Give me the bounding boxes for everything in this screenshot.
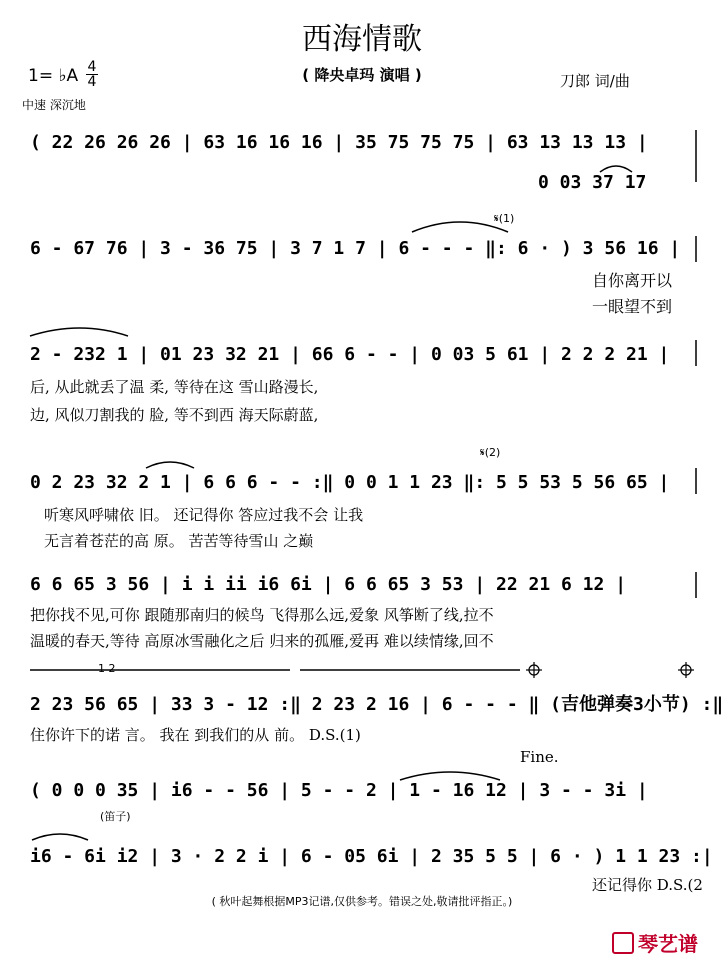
lyricist-composer: 刀郎 词/曲 [560, 72, 630, 90]
key-signature: 1= ♭A [28, 66, 79, 86]
song-title: 西海情歌 [302, 22, 422, 57]
time-bottom: 4 [87, 74, 97, 90]
score-row-5-lyrics-1: 把你找不见,可你 跟随那南归的候鸟 飞得那么远,爱象 风筝断了线,拉不 [30, 606, 494, 624]
slur [400, 772, 500, 780]
slur [600, 166, 632, 172]
score-row-1-notes: ( 22 26 26 26 | 63 16 16 16 | 35 75 75 75 | 63 13 13 13 | [30, 132, 648, 153]
score-row-3-notes: 2 - 232 1 | 01 23 32 21 | 66 6 - - | 0 03 5 61 | 2 2 2 21 | [30, 344, 670, 365]
slur [146, 462, 194, 468]
score-row-4-notes: 0 2 23 32 2 1 | 6 6 6 - - :‖ 0 0 1 1 23 ‖: 5 5 53 5 56 65 | [30, 472, 670, 493]
flute-label: (笛子) [100, 810, 131, 823]
time-top: 4 [87, 59, 97, 75]
score-row-3-lyrics-1: 后, 从此就丢了温 柔, 等待在这 雪山路漫长, [30, 378, 319, 396]
slur [32, 834, 88, 840]
score-row-6-notes: 2 23 56 65 | 33 3 - 12 :‖ 2 23 2 16 | 6 - - - ‖ (吉他弹奏3小节) :‖ [30, 694, 724, 715]
site-logo [612, 928, 698, 957]
segno-2: 𝄋(2) [480, 446, 501, 459]
logo-icon [612, 932, 634, 954]
score-row-6-lyrics-2: Fine. [520, 748, 559, 766]
score-row-2-lyrics-2: 一眼望不到 [592, 297, 673, 316]
score-row-4-lyrics-2: 无言着苍茫的高 原。 苦苦等待雪山 之巅 [44, 532, 314, 550]
score-row-3-lyrics-2: 边, 风似刀割我的 脸, 等不到西 海天际蔚蓝, [30, 406, 319, 424]
score-row-2-lyrics-1: 自你离开以 [592, 271, 673, 290]
segno-1: 𝄋(1) [494, 212, 515, 225]
score-row-8-lyrics-1: 还记得你 D.S.(2 [592, 876, 703, 894]
volta-labels: 1 2 [98, 662, 116, 675]
score-row-7-notes: ( 0 0 0 35 | i6 - - 56 | 5 - - 2 | 1 - 16 12 | 3 - - 3i | [30, 780, 648, 801]
transcriber-note: ( 秋叶起舞根据MP3记谱,仅供参考。错误之处,敬请批评指正。) [211, 895, 513, 908]
score-row-6-lyrics-1: 住你许下的诺 言。 我在 到我们的从 前。 D.S.(1) [30, 726, 361, 744]
tempo-marking: 中速 深沉地 [22, 98, 86, 112]
slur [30, 328, 128, 336]
score-row-2-notes: 6 - 67 76 | 3 - 36 75 | 3 7 1 7 | 6 - - - ‖: 6 · ) 3 56 16 | [30, 238, 681, 259]
logo-text: 琴艺谱 [638, 932, 698, 956]
score-row-5-lyrics-2: 温暖的春天,等待 高原冰雪融化之后 归来的孤雁,爱再 难以续情缘,回不 [30, 632, 494, 650]
singer-credit: ( 降央卓玛 演唱 ) [302, 66, 422, 84]
slur [412, 222, 508, 232]
score-row-8-notes: i6 - 6i i2 | 3 · 2 2 i | 6 - 05 6i | 2 35 5 5 | 6 · ) 1 1 23 :| [30, 846, 713, 867]
score-row-5-notes: 6 6 65 3 56 | i i ii i6 6i | 6 6 65 3 53 | 22 21 6 12 | [30, 574, 627, 595]
score-row-4-lyrics-1: 听寒风呼啸依 旧。 还记得你 答应过我不会 让我 [44, 506, 364, 524]
score-row-1-extra: 0 03 37 17 [538, 172, 647, 193]
